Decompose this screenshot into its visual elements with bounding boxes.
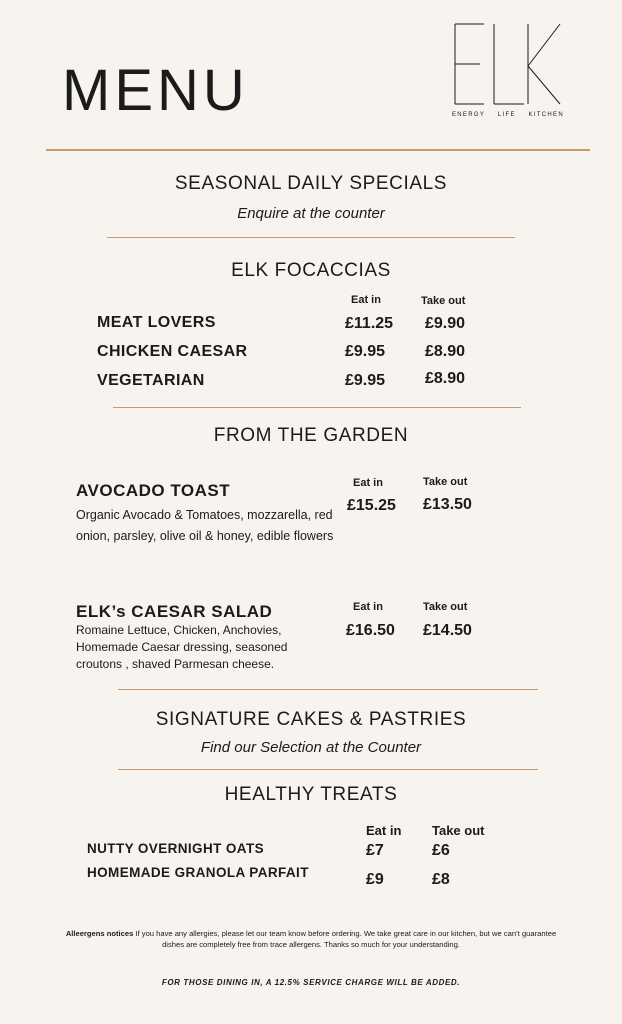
garden-col-eat-in-caesar: Eat in (353, 601, 383, 613)
divider (118, 689, 538, 690)
focaccias-col-eat-in: Eat in (351, 294, 381, 306)
focaccias-col-take-out: Take out (421, 295, 466, 307)
treat-name-oats: NUTTY OVERNIGHT OATS (87, 841, 265, 856)
treat-eat-in-oats: £7 (366, 842, 384, 859)
treats-col-eat-in: Eat in (366, 823, 402, 838)
garden-desc-caesar-salad: Romaine Lettuce, Chicken, Anchovies, Homemade Caesar dressing, seasoned croutons , shaved Parmesan cheese. (76, 623, 288, 671)
focaccia-name-chicken-caesar: CHICKEN CAESAR (97, 343, 248, 360)
focaccia-eat-in-meat-lovers: £11.25 (345, 315, 394, 332)
garden-col-take-out-avocado: Take out (423, 476, 468, 488)
garden-name-avocado-toast: AVOCADO TOAST (76, 481, 231, 500)
treat-eat-in-parfait: £9 (366, 871, 384, 888)
logo-word-energy: ENERGY (452, 112, 486, 118)
logo-word-life: LIFE (497, 112, 516, 118)
focaccia-take-out-meat-lovers: £9.90 (425, 315, 466, 332)
garden-name-caesar-salad: ELK’s CAESAR SALAD (76, 602, 273, 621)
allergens-label: Alleergens notices (65, 929, 134, 938)
focaccia-take-out-chicken-caesar: £8.90 (425, 343, 466, 360)
garden-title: FROM THE GARDEN (213, 425, 409, 446)
garden-take-out-caesar-salad: £14.50 (423, 622, 472, 639)
specials-note: Enquire at the counter (237, 205, 385, 222)
cakes-title: SIGNATURE CAKES & PASTRIES (155, 709, 467, 730)
garden-col-eat-in-avocado: Eat in (353, 477, 383, 489)
treats-col-take-out: Take out (432, 823, 485, 838)
garden-take-out-avocado-toast: £13.50 (423, 496, 472, 513)
garden-eat-in-caesar-salad: £16.50 (346, 622, 395, 639)
focaccia-eat-in-vegetarian: £9.95 (345, 372, 386, 389)
cakes-note: Find our Selection at the Counter (200, 739, 422, 756)
garden-desc-avocado-toast: Organic Avocado & Tomatoes, mozzarella, red onion, parsley, olive oil & honey, edible flowers (76, 508, 334, 543)
garden-col-take-out-caesar: Take out (423, 601, 468, 613)
focaccia-name-meat-lovers: MEAT LOVERS (97, 314, 216, 331)
treat-take-out-parfait: £8 (432, 871, 450, 888)
focaccia-take-out-vegetarian: £8.90 (425, 370, 466, 387)
logo-word-kitchen: KITCHEN (528, 112, 564, 118)
elk-logo (452, 22, 564, 126)
allergens-notice (62, 928, 560, 950)
focaccias-title: ELK FOCACCIAS (231, 260, 391, 281)
service-charge-notice: FOR THOSE DINING IN, A 12.5% SERVICE CHARGE WILL BE ADDED. (161, 978, 461, 987)
treat-name-parfait: HOMEMADE GRANOLA PARFAIT (87, 865, 309, 880)
divider (118, 769, 538, 770)
header-divider (46, 149, 590, 151)
garden-eat-in-avocado-toast: £15.25 (347, 497, 396, 514)
treats-title: HEALTHY TREATS (224, 784, 398, 805)
divider (113, 407, 521, 408)
allergens-text: If you have any allergies, please let our team know before ordering. We take great care in our kitchen, but we can’t guarantee dishes are completely free from trace allergens. Thanks so much for your understanding. (133, 929, 557, 949)
specials-title: SEASONAL DAILY SPECIALS (174, 173, 448, 194)
focaccia-name-vegetarian: VEGETARIAN (97, 372, 205, 389)
divider (107, 237, 515, 238)
elk-logo-tagline (452, 112, 564, 118)
focaccia-eat-in-chicken-caesar: £9.95 (345, 343, 386, 360)
treat-take-out-oats: £6 (432, 842, 450, 859)
elk-logo-mark (452, 22, 564, 106)
page-title: MENU (62, 58, 249, 123)
